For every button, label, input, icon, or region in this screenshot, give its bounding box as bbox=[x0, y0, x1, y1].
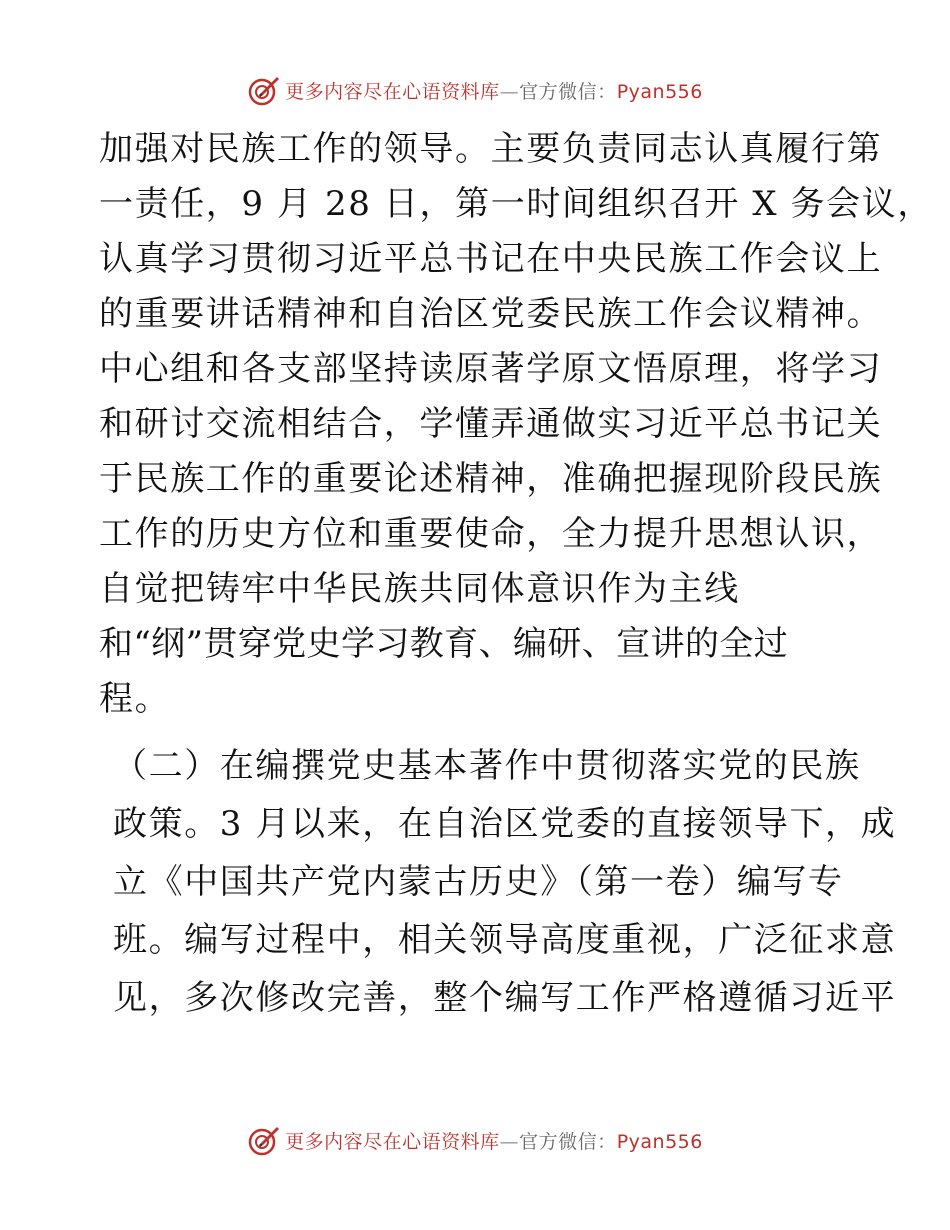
banner-wechat-id: Pyan556 bbox=[616, 1130, 703, 1153]
banner-wechat-id: Pyan556 bbox=[616, 80, 703, 103]
banner-wechat-label: 官方微信： bbox=[519, 1130, 617, 1153]
banner-text bbox=[285, 77, 703, 104]
text-line: 加强对民族工作的领导。主要负责同志认真履行第 bbox=[99, 129, 883, 169]
text-line: 认真学习贯彻习近平总书记在中央民族工作会议上 bbox=[99, 239, 883, 279]
text-line: 中心组和各支部坚持读原著学原文悟原理，将学习 bbox=[99, 349, 883, 389]
text-line: 的重要讲话精神和自治区党委民族工作会议精神。 bbox=[99, 294, 883, 334]
text-line: 班。编写过程中，相关领导高度重视，广泛征求意 bbox=[113, 920, 897, 960]
text-line: 和“纲”贯穿党史学习教育、编研、宣讲的全过 bbox=[99, 624, 789, 664]
text-line: 一责任，9 月 28 日，第一时间组织召开 X 务会议， bbox=[99, 184, 933, 224]
text-line: 政策。3 月以来，在自治区党委的直接领导下，成 bbox=[113, 804, 897, 844]
text-line: 工作的历史方位和重要使命，全力提升思想认识， bbox=[99, 514, 883, 554]
banner-slogan: 更多内容尽在心语资料库 bbox=[285, 1130, 500, 1153]
text-line: 见，多次修改完善，整个编写工作严格遵循习近平 bbox=[113, 978, 897, 1018]
footer-banner bbox=[0, 1120, 950, 1160]
text-line: 自觉把铸牢中华民族共同体意识作为主线 bbox=[99, 569, 740, 609]
banner-wechat-label: 官方微信： bbox=[519, 80, 617, 103]
text-line: 于民族工作的重要论述精神，准确把握现阶段民族 bbox=[99, 459, 883, 499]
banner-text bbox=[285, 1127, 703, 1154]
paragraph-2 bbox=[113, 737, 897, 1027]
text-line: 程。 bbox=[99, 679, 171, 719]
text-line: 立《中国共产党内蒙古历史》（第一卷）编写专 bbox=[113, 862, 844, 902]
banner-slogan: 更多内容尽在心语资料库 bbox=[285, 80, 500, 103]
text-line: 和研讨交流相结合，学懂弄通做实习近平总书记关 bbox=[99, 404, 883, 444]
banner-separator: — bbox=[499, 80, 520, 103]
document-body bbox=[99, 122, 933, 1027]
brush-logo-icon bbox=[247, 73, 281, 107]
paragraph-1 bbox=[99, 122, 933, 727]
section-heading-line: （二）在编撰党史基本著作中贯彻落实党的民族 bbox=[113, 746, 861, 786]
header-banner bbox=[0, 70, 950, 110]
brush-logo-icon bbox=[247, 1123, 281, 1157]
banner-separator: — bbox=[499, 1130, 520, 1153]
